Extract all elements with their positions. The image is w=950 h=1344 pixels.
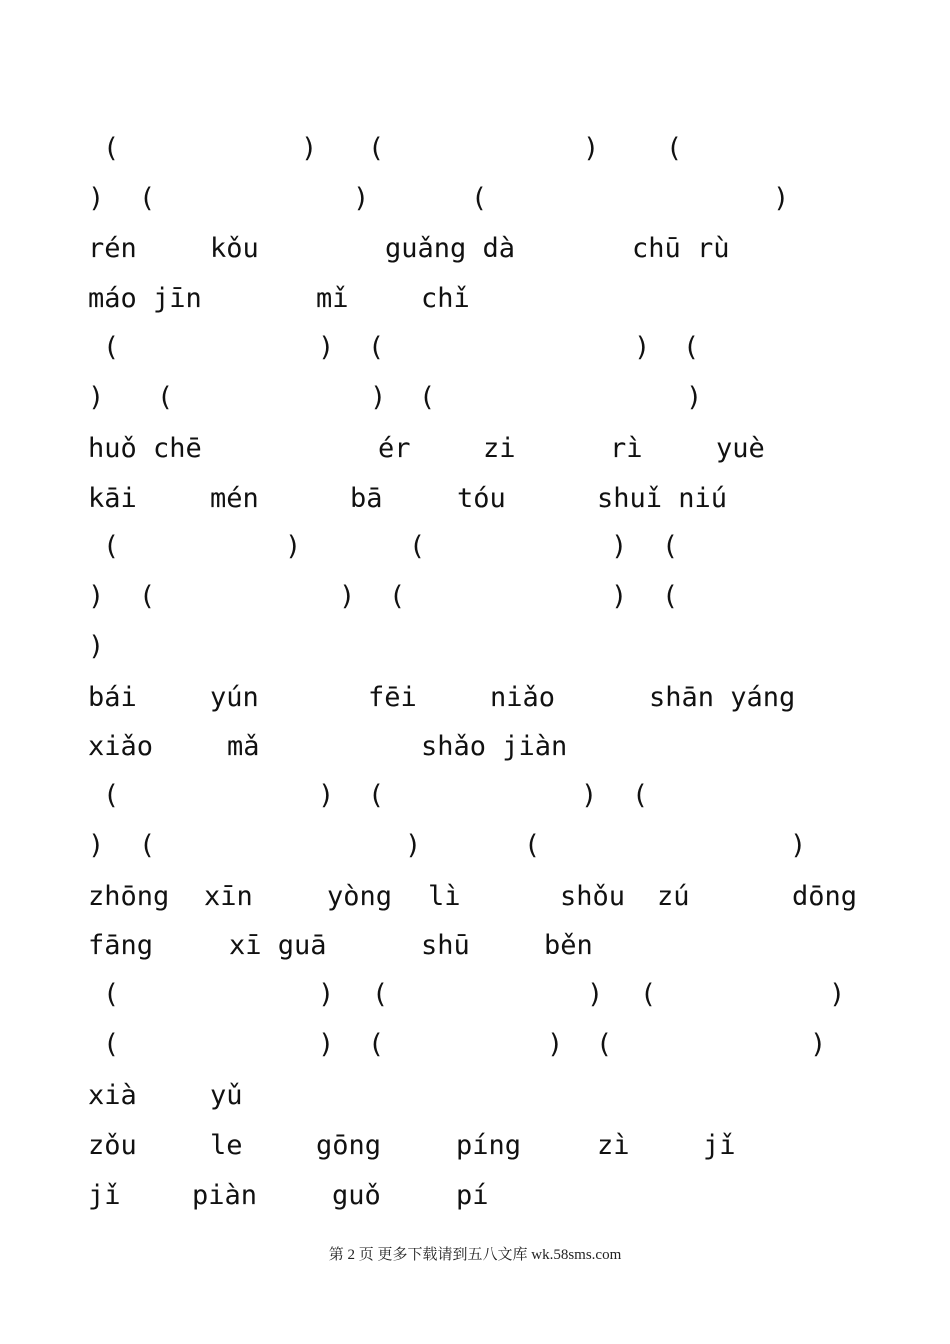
pinyin-word: máo jīn (88, 283, 202, 314)
pinyin-word: gōng (316, 1130, 382, 1161)
bracket-open: ( (409, 531, 426, 562)
pinyin-word: xiǎo (88, 731, 154, 762)
pinyin-word: guǒ (332, 1180, 381, 1211)
bracket-open: ( (471, 183, 488, 214)
pinyin-word: niǎo (490, 682, 556, 713)
bracket-close: ) (88, 830, 105, 861)
bracket-open: ( (368, 1029, 385, 1060)
bracket-open: ( (103, 531, 120, 562)
pinyin-word: zhōng (88, 881, 170, 912)
bracket-line (0, 179, 950, 219)
bracket-open: ( (139, 183, 156, 214)
bracket-close: ) (318, 1029, 335, 1060)
bracket-open: ( (596, 1029, 613, 1060)
bracket-open: ( (666, 133, 683, 164)
bracket-close: ) (583, 133, 600, 164)
bracket-open: ( (683, 332, 700, 363)
bracket-open: ( (103, 332, 120, 363)
bracket-close: ) (88, 631, 105, 662)
pinyin-word: lì (428, 881, 461, 912)
pinyin-word: zì (597, 1130, 630, 1161)
pinyin-word: kǒu (210, 233, 259, 264)
bracket-open: ( (662, 531, 679, 562)
bracket-open: ( (368, 780, 385, 811)
bracket-open: ( (103, 1029, 120, 1060)
bracket-close: ) (405, 830, 422, 861)
pinyin-word: běn (544, 930, 593, 961)
bracket-close: ) (686, 382, 703, 413)
bracket-open: ( (157, 382, 174, 413)
bracket-close: ) (829, 979, 846, 1010)
pinyin-line (0, 1076, 950, 1116)
bracket-close: ) (301, 133, 318, 164)
bracket-close: ) (318, 979, 335, 1010)
pinyin-word: shǒu (560, 881, 626, 912)
bracket-open: ( (662, 581, 679, 612)
pinyin-line (0, 877, 950, 917)
bracket-line (0, 776, 950, 816)
bracket-open: ( (524, 830, 541, 861)
pinyin-word: jǐ (88, 1180, 121, 1211)
pinyin-line (0, 678, 950, 718)
bracket-open: ( (389, 581, 406, 612)
pinyin-word: shān yáng (649, 682, 796, 713)
pinyin-word: fāng (88, 930, 154, 961)
bracket-line (0, 577, 950, 617)
pinyin-word: dōng (792, 881, 858, 912)
pinyin-word: tóu (457, 483, 506, 514)
bracket-open: ( (139, 830, 156, 861)
bracket-open: ( (419, 382, 436, 413)
pinyin-line (0, 229, 950, 269)
bracket-line (0, 1025, 950, 1065)
pinyin-word: zǒu (88, 1130, 137, 1161)
bracket-close: ) (634, 332, 651, 363)
pinyin-word: yún (210, 682, 259, 713)
bracket-close: ) (581, 780, 598, 811)
bracket-close: ) (587, 979, 604, 1010)
pinyin-line (0, 926, 950, 966)
bracket-close: ) (370, 382, 387, 413)
bracket-close: ) (318, 780, 335, 811)
bracket-line (0, 975, 950, 1015)
bracket-close: ) (285, 531, 302, 562)
pinyin-word: bái (88, 682, 137, 713)
pinyin-word: shuǐ niú (597, 483, 728, 514)
pinyin-word: pí (456, 1180, 489, 1211)
pinyin-line (0, 279, 950, 319)
bracket-close: ) (88, 183, 105, 214)
bracket-close: ) (810, 1029, 827, 1060)
bracket-close: ) (611, 581, 628, 612)
bracket-open: ( (632, 780, 649, 811)
bracket-open: ( (103, 780, 120, 811)
bracket-line (0, 378, 950, 418)
bracket-open: ( (103, 979, 120, 1010)
bracket-line (0, 129, 950, 169)
pinyin-word: xīn (204, 881, 253, 912)
bracket-close: ) (611, 531, 628, 562)
pinyin-line (0, 1126, 950, 1166)
pinyin-word: chū rù (632, 233, 730, 264)
bracket-open: ( (139, 581, 156, 612)
bracket-close: ) (88, 581, 105, 612)
pinyin-word: yuè (716, 433, 765, 464)
pinyin-word: le (210, 1130, 243, 1161)
pinyin-word: mǎ (227, 731, 260, 762)
pinyin-word: zi (483, 433, 516, 464)
pinyin-word: chǐ (421, 283, 470, 314)
pinyin-word: piàn (192, 1180, 258, 1211)
pinyin-word: huǒ chē (88, 433, 202, 464)
pinyin-line (0, 1176, 950, 1216)
bracket-close: ) (790, 830, 807, 861)
bracket-line (0, 627, 950, 667)
pinyin-line (0, 429, 950, 469)
bracket-open: ( (368, 133, 385, 164)
pinyin-word: yòng (327, 881, 393, 912)
pinyin-word: shū (421, 930, 470, 961)
pinyin-word: xī guā (229, 930, 327, 961)
pinyin-word: yǔ (210, 1080, 243, 1111)
pinyin-word: kāi (88, 483, 137, 514)
bracket-line (0, 328, 950, 368)
pinyin-word: rén (88, 233, 137, 264)
pinyin-word: shǎo jiàn (421, 731, 568, 762)
pinyin-word: xià (88, 1080, 137, 1111)
pinyin-word: fēi (368, 682, 417, 713)
bracket-close: ) (353, 183, 370, 214)
pinyin-word: mén (210, 483, 259, 514)
bracket-line (0, 826, 950, 866)
bracket-open: ( (368, 332, 385, 363)
pinyin-word: zú (657, 881, 690, 912)
bracket-open: ( (372, 979, 389, 1010)
bracket-close: ) (773, 183, 790, 214)
pinyin-word: bā (350, 483, 383, 514)
pinyin-word: guǎng dà (385, 233, 516, 264)
pinyin-word: píng (456, 1130, 522, 1161)
pinyin-line (0, 727, 950, 767)
bracket-line (0, 527, 950, 567)
bracket-open: ( (640, 979, 657, 1010)
bracket-open: ( (103, 133, 120, 164)
pinyin-word: jǐ (703, 1130, 736, 1161)
pinyin-word: ér (378, 433, 411, 464)
pinyin-word: mǐ (316, 283, 349, 314)
bracket-close: ) (339, 581, 356, 612)
bracket-close: ) (88, 382, 105, 413)
bracket-close: ) (547, 1029, 564, 1060)
pinyin-line (0, 479, 950, 519)
pinyin-word: rì (610, 433, 643, 464)
page-footer: 第 2 页 更多下载请到五八文库 wk.58sms.com (328, 1247, 622, 1263)
bracket-close: ) (318, 332, 335, 363)
